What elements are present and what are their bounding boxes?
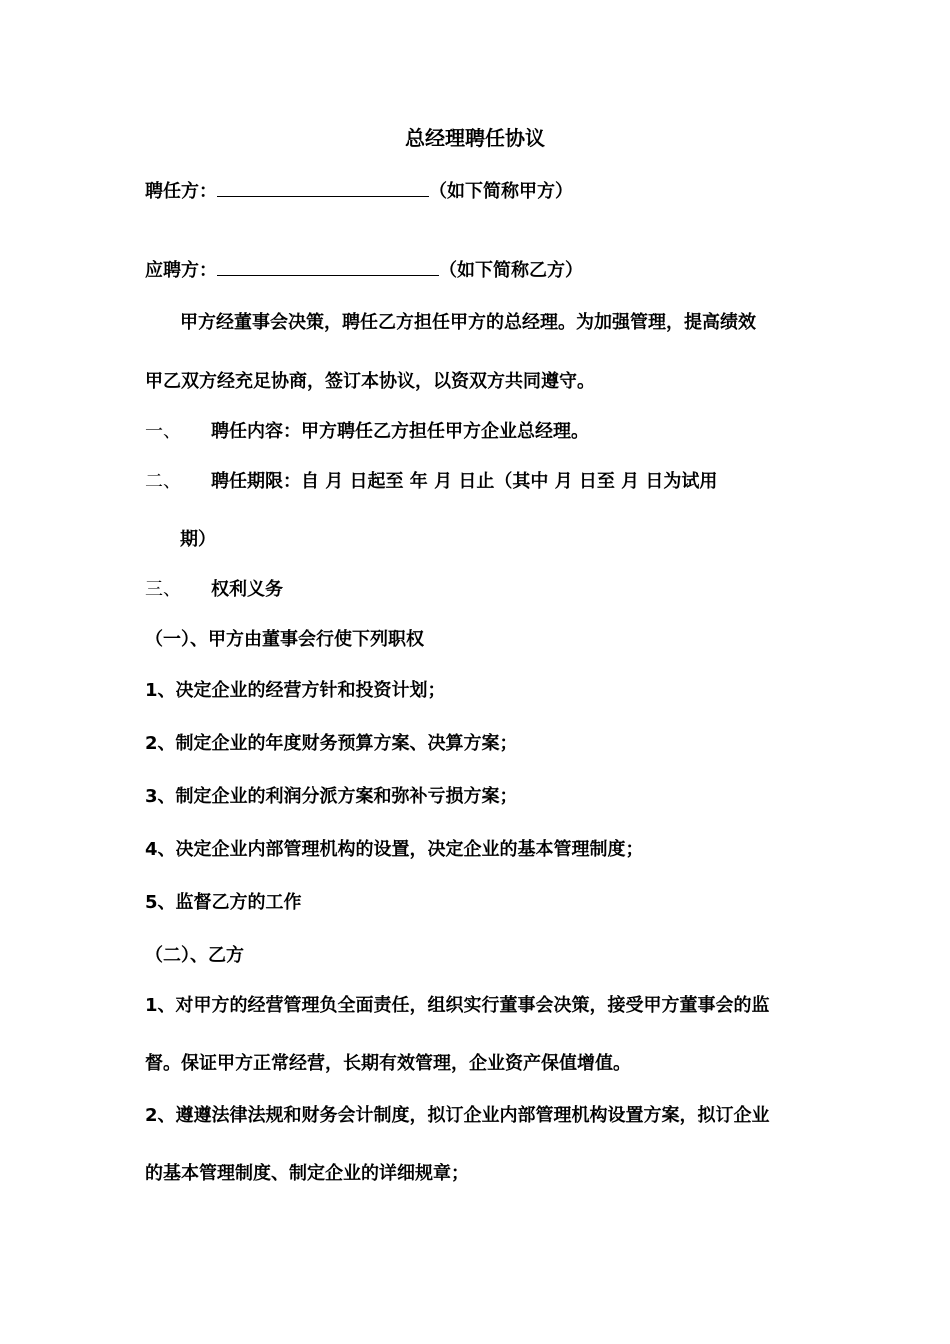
- section-1: [145, 420, 589, 444]
- preamble-line-2: 甲乙双方经充足协商，签订本协议，以资双方共同遵守。: [145, 371, 595, 392]
- section-3-text: 权利义务: [211, 579, 283, 600]
- part-a-heading: （一）、甲方由董事会行使下列职权: [145, 629, 424, 650]
- part-a-item: 1、决定企业的经营方针和投资计划；: [145, 680, 446, 701]
- section-2-continuation: 期）: [180, 529, 216, 550]
- part-a-item: 3、制定企业的利润分派方案和弥补亏损方案；: [145, 786, 518, 807]
- employee-line: [145, 257, 583, 283]
- part-a-item: 5、监督乙方的工作: [145, 892, 302, 913]
- section-1-number: 一、: [145, 421, 181, 442]
- section-2-number: 二、: [145, 471, 181, 492]
- employer-line: [145, 178, 573, 204]
- part-b-item-2-line-1: 2、遵遵法律法规和财务会计制度，拟订企业内部管理机构设置方案，拟订企业: [145, 1105, 770, 1126]
- document-title: 总经理聘任协议: [405, 126, 545, 150]
- section-3: [145, 578, 283, 602]
- section-1-text: 聘任内容：甲方聘任乙方担任甲方企业总经理。: [211, 421, 589, 442]
- part-b-item-1-line-2: 督。保证甲方正常经营，长期有效管理，企业资产保值增值。: [145, 1053, 631, 1074]
- employee-blank: [217, 257, 439, 276]
- employee-label: 应聘方：: [145, 260, 217, 281]
- section-3-number: 三、: [145, 579, 181, 600]
- employee-note: （如下简称乙方）: [439, 260, 583, 281]
- section-2: [145, 470, 717, 494]
- employer-blank: [217, 178, 429, 197]
- employer-note: （如下简称甲方）: [429, 181, 573, 202]
- section-2-text: 聘任期限：自 月 日起至 年 月 日止（其中 月 日至 月 日为试用: [211, 471, 718, 492]
- part-a-item: 4、决定企业内部管理机构的设置，决定企业的基本管理制度；: [145, 839, 644, 860]
- preamble-line-1: 甲方经董事会决策，聘任乙方担任甲方的总经理。为加强管理，提高绩效: [180, 312, 756, 333]
- part-b-heading: （二）、乙方: [145, 945, 244, 966]
- part-b-item-1-line-1: 1、对甲方的经营管理负全面责任，组织实行董事会决策，接受甲方董事会的监: [145, 995, 770, 1016]
- part-b-item-2-line-2: 的基本管理制度、制定企业的详细规章；: [145, 1163, 469, 1184]
- employer-label: 聘任方：: [145, 181, 217, 202]
- part-a-item: 2、制定企业的年度财务预算方案、决算方案；: [145, 733, 518, 754]
